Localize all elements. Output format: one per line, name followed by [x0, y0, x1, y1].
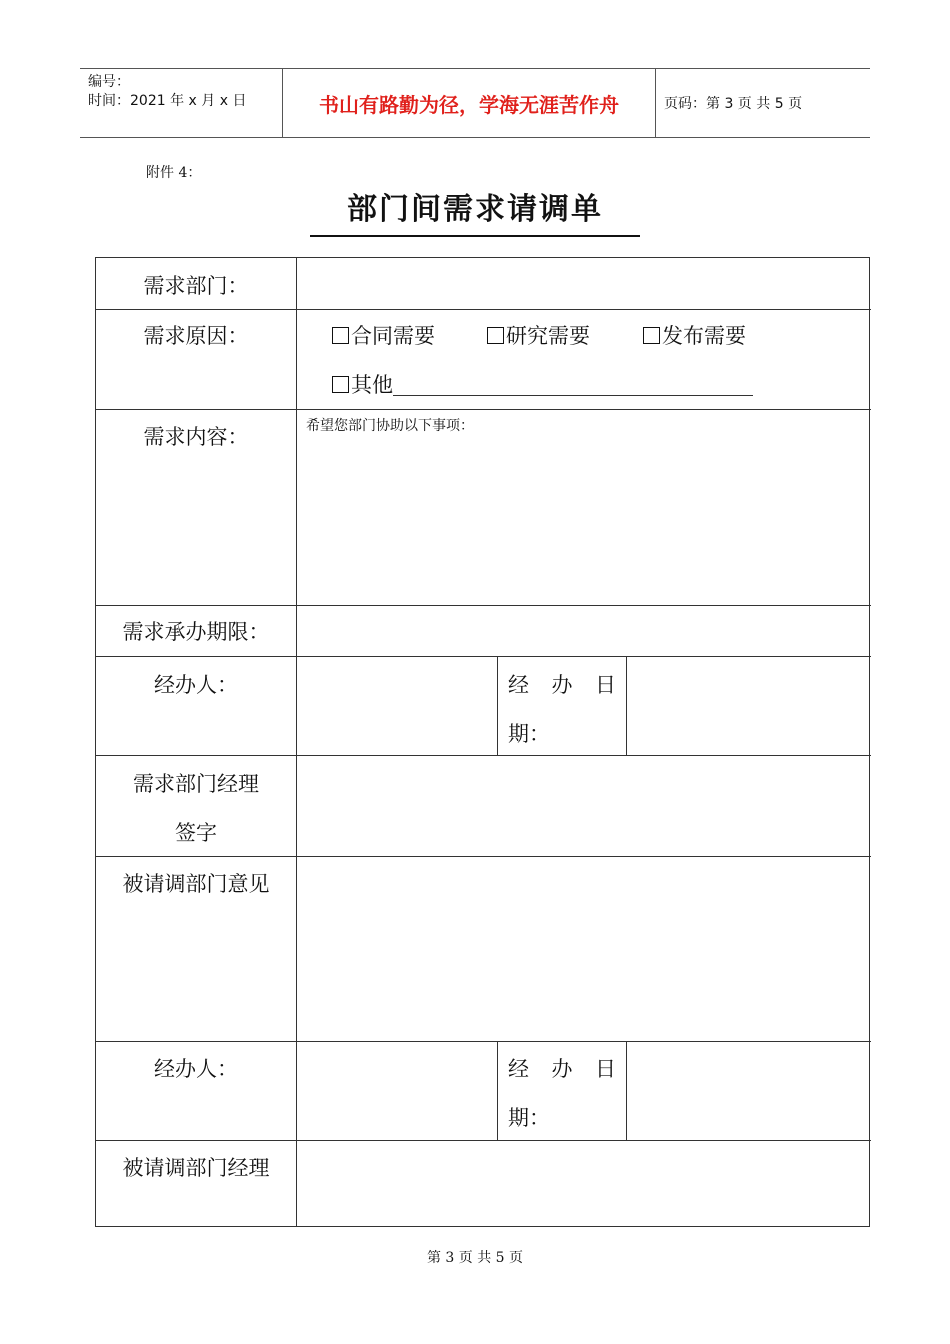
header-motto: 书山有路勤为径，学海无涯苦作舟: [282, 69, 656, 137]
option-other[interactable]: [332, 361, 753, 409]
deadline-field[interactable]: [297, 606, 870, 656]
page-footer: 第 3 页 共 5 页: [426, 1250, 524, 1266]
handler2-label: 经办人：: [154, 1057, 238, 1081]
date-char: 办: [551, 673, 573, 697]
other-blank-line[interactable]: [393, 375, 753, 396]
demand-content-label: 需求内容：: [143, 425, 249, 449]
checkbox[interactable]: [643, 327, 660, 344]
row-divider: [96, 409, 871, 410]
document-header: [80, 68, 870, 138]
demand-dept-field[interactable]: [297, 258, 870, 309]
handle-date-tail: 期：: [508, 722, 550, 746]
option-label: 合同需要: [351, 324, 435, 348]
attachment-label: 附件 4：: [146, 165, 202, 181]
header-time-label: 时间：2021 年 x 月 x 日: [88, 93, 247, 109]
demand-reason-label: 需求原因：: [143, 324, 249, 348]
requested-opinion-label: 被请调部门意见: [122, 872, 270, 896]
demand-dept-label: 需求部门：: [143, 274, 249, 298]
checkbox[interactable]: [332, 376, 349, 393]
option-research[interactable]: [487, 312, 590, 360]
handler-field[interactable]: [297, 657, 496, 755]
handle-date-field[interactable]: [627, 657, 870, 755]
requested-opinion-field[interactable]: [297, 857, 870, 1041]
checkbox[interactable]: [332, 327, 349, 344]
option-contract[interactable]: [332, 312, 435, 360]
date-char: 日: [595, 1057, 616, 1081]
date-char: 日: [595, 673, 616, 697]
deadline-label: 需求承办期限：: [122, 620, 270, 644]
handler2-field[interactable]: [297, 1042, 496, 1140]
content-hint: 希望您部门协助以下事项：: [306, 418, 474, 434]
form-title: 部门间需求请调单: [347, 192, 603, 227]
column-divider: [497, 1041, 498, 1140]
handle-date2-tail: 期：: [508, 1106, 550, 1130]
header-meta: [88, 73, 246, 111]
demand-content-field[interactable]: [297, 438, 870, 604]
manager-sign-line1: 需求部门经理: [133, 772, 259, 796]
date-char: 办: [551, 1057, 573, 1081]
date-char: 经: [508, 673, 529, 697]
date-char: 经: [508, 1057, 529, 1081]
handle-date2-label: [508, 1045, 616, 1093]
manager-sign-field[interactable]: [297, 756, 870, 856]
header-page-info: 页码：第 3 页 共 5 页: [664, 96, 803, 112]
column-divider: [497, 656, 498, 755]
header-number-label: 编号：: [88, 74, 130, 90]
checkbox[interactable]: [487, 327, 504, 344]
request-form: [95, 257, 870, 1227]
handler-label: 经办人：: [154, 673, 238, 697]
option-label: 研究需要: [506, 324, 590, 348]
option-label: 其他: [351, 373, 393, 397]
option-release[interactable]: [643, 312, 746, 360]
title-underline: [310, 235, 640, 237]
handle-date-label: [508, 661, 616, 709]
handle-date2-field[interactable]: [627, 1042, 870, 1140]
manager-sign-line2: 签字: [175, 821, 217, 845]
requested-manager-field[interactable]: [297, 1141, 870, 1226]
requested-manager-label: 被请调部门经理: [122, 1156, 270, 1180]
option-label: 发布需要: [662, 324, 746, 348]
